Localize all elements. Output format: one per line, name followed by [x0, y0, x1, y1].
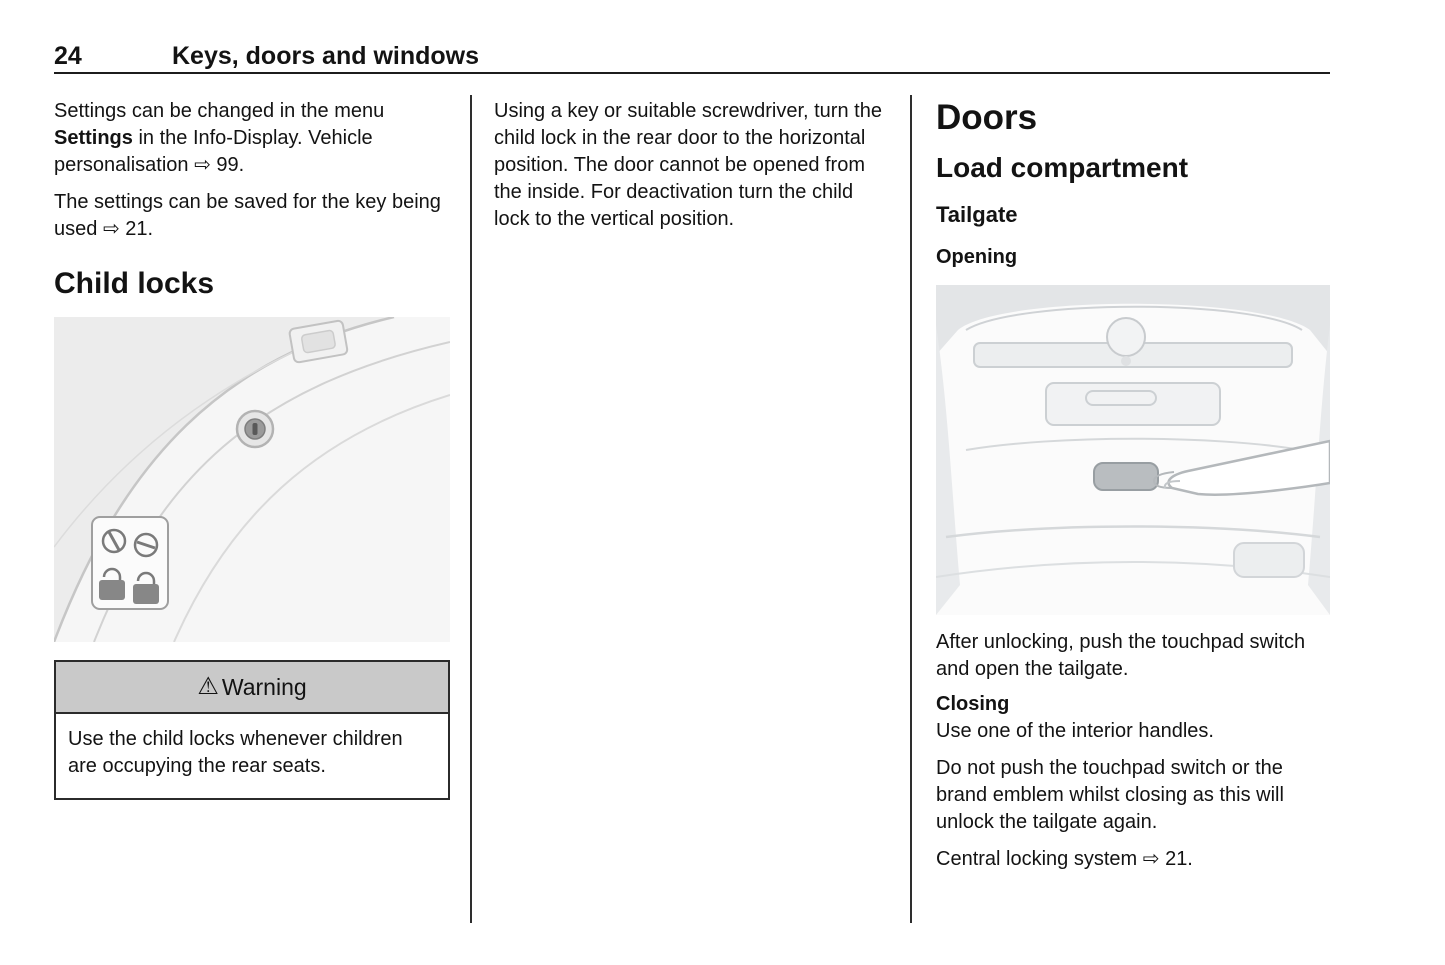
paragraph-after-unlocking: After unlocking, push the touchpad switch and open the tailgate.: [936, 631, 1306, 680]
column-divider: [910, 95, 912, 923]
text: in the Info-Display. Vehicle personalisation: [54, 127, 373, 176]
warning-body-text: Use the child locks whenever children are occupying the rear seats.: [68, 728, 403, 777]
subheading-tailgate: Tailgate: [936, 202, 1018, 227]
menu-name-bold: Settings: [54, 127, 133, 149]
column-divider: [470, 95, 472, 923]
warning-icon: ⚠: [197, 673, 219, 700]
cross-reference: ⇨ 21.: [1142, 848, 1193, 870]
column-right: [936, 98, 1334, 883]
section-heading-child-locks: Child locks: [54, 267, 215, 300]
column-left: [54, 98, 450, 800]
child-lock-drawing-svg: [54, 317, 450, 642]
paragraph-do-not-push: Do not push the touchpad switch or the brand emblem whilst closing as this will unlock the tailgate again.: [936, 757, 1284, 833]
warning-box: [54, 660, 450, 800]
paragraph-key-saved: [54, 189, 450, 243]
paragraph-child-lock-use: Using a key or suitable screwdriver, turn the child lock in the rear door to the horizontal position. The door cannot be opened from the inside. For deactivation turn the child lock to the vertical position.: [494, 100, 882, 230]
text: Settings can be changed in the menu: [54, 100, 385, 122]
child-lock-illustration: [54, 317, 450, 642]
paragraph-settings: [54, 98, 450, 179]
cross-reference: ⇨ 21.: [102, 218, 154, 240]
warning-title: Warning: [221, 673, 307, 700]
chapter-title: Keys, doors and windows: [172, 42, 479, 70]
cross-reference: ⇨ 99.: [194, 154, 245, 176]
subheading-closing: Closing: [936, 693, 1010, 715]
tailgate-drawing-svg: [936, 285, 1330, 615]
section-heading-doors: Doors: [936, 98, 1038, 137]
header-rule: [54, 72, 1330, 74]
text: The settings can be saved for the key being used: [54, 191, 441, 240]
paragraph-interior-handles: Use one of the interior handles.: [936, 720, 1214, 742]
column-middle: [494, 98, 890, 243]
subheading-opening: Opening: [936, 246, 1018, 268]
section-heading-load-compartment: Load compartment: [936, 152, 1189, 183]
tailgate-illustration: [936, 285, 1330, 615]
paragraph-central-locking: [936, 846, 1334, 873]
warning-header: [56, 662, 448, 714]
text: Central locking system: [936, 848, 1143, 870]
page-number: 24: [54, 42, 82, 70]
